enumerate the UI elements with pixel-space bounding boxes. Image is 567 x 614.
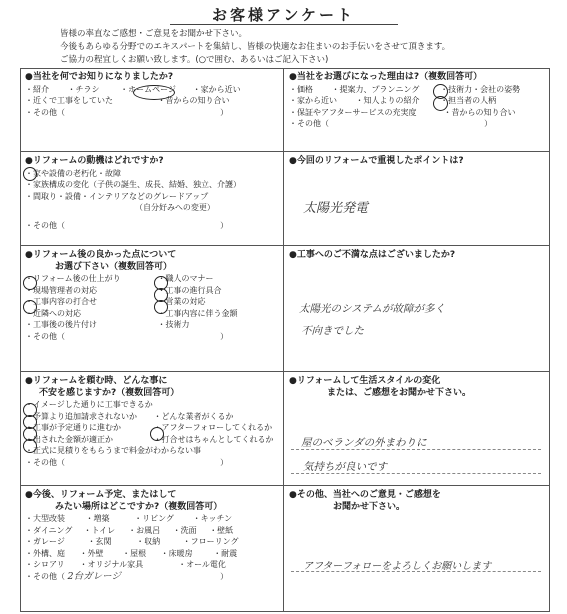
question-title: ●当社を何でお知りになりましたか? xyxy=(25,72,174,82)
question-title: ●リフォーム後の良かった点について xyxy=(25,250,177,260)
other-field[interactable] xyxy=(25,107,279,119)
option-technical[interactable]: ・技術力・会社の姿勢 xyxy=(440,84,521,94)
selection-circle xyxy=(23,276,37,290)
option-fair-price[interactable]: ・出された金額が適正か xyxy=(25,434,113,444)
option-image[interactable]: ・イメージした通りに工事できるか xyxy=(25,400,153,409)
option-washroom[interactable]: ・洗面 xyxy=(172,525,197,535)
option-row xyxy=(25,285,279,297)
question-subtitle: 不安を感じますか?（複数回答可） xyxy=(39,387,180,398)
question-subtitle: お選び下さい（複数回答可） xyxy=(55,261,173,272)
option-finish[interactable]: ・リフォーム後の仕上がり xyxy=(25,274,121,283)
other-close: ） xyxy=(220,457,229,467)
option-upgrade[interactable]: ・間取り・設備・インテリアなどのグレードアップ xyxy=(25,191,209,201)
option-living[interactable]: ・リビング xyxy=(134,514,174,523)
question-lifestyle-change xyxy=(289,376,547,399)
intro-line: 皆様の率直なご感想・ご意見をお聞かせ下さい。 xyxy=(60,29,248,39)
option-sales[interactable]: ・営業の対応 xyxy=(157,297,206,306)
option-after-follow[interactable]: ・アフターフォローしてくれるか xyxy=(153,423,273,432)
option-storage[interactable]: ・収納 xyxy=(136,537,161,546)
option-planning[interactable]: ・提案力、プランニング xyxy=(331,84,420,94)
other-field[interactable] xyxy=(289,118,547,130)
option-schedule[interactable]: ・工事が予定通りに進むか xyxy=(25,423,121,432)
option-aging[interactable]: ・家や設備の老朽化・故障 xyxy=(25,168,121,178)
question-future-plans xyxy=(25,490,279,582)
option-entrance[interactable]: ・玄関 xyxy=(87,537,112,546)
row-divider xyxy=(21,485,549,486)
option-old-acquaintance[interactable]: ・昔からの知り合い xyxy=(157,96,230,105)
option-meeting[interactable]: ・工事内容の打合せ xyxy=(25,297,97,306)
survey-title: お客様アンケート xyxy=(211,6,356,24)
question-title: ●今後、リフォーム予定、またはして xyxy=(25,490,177,500)
option-neighbors[interactable]: ・近隣への対応 xyxy=(25,308,81,318)
option-floor-heating[interactable]: ・床暖房 xyxy=(160,548,193,558)
other-close: ） xyxy=(220,571,229,581)
option-kitchen[interactable]: ・キッチン xyxy=(192,514,233,523)
option-flooring[interactable]: ・フローリング xyxy=(182,537,239,546)
option-row xyxy=(25,536,279,548)
handwritten-answer: 屋のベランダの外まわりに xyxy=(301,437,427,449)
option-all-electric[interactable]: ・オール電化 xyxy=(178,560,226,569)
question-opinions xyxy=(289,490,547,513)
option-row xyxy=(25,319,279,331)
other-answer: 2台ガレージ xyxy=(67,570,121,582)
option-near-home[interactable]: ・家から近い xyxy=(289,96,337,105)
row-divider xyxy=(21,371,549,372)
handwritten-answer: 気持ちが良いです xyxy=(303,461,387,473)
option-proper-meeting[interactable]: ・打合せはちゃんとしてくれるか xyxy=(153,434,274,444)
other-close: ） xyxy=(484,119,493,128)
option-row xyxy=(25,273,279,285)
option-craftsman-manner[interactable]: ・職人のマナー xyxy=(157,274,214,283)
option-progress[interactable]: ・工事の進行具合 xyxy=(157,285,222,295)
handwritten-answer: 不向きでした xyxy=(301,325,364,337)
question-title: ●リフォームの動機はどれですか? xyxy=(25,156,164,166)
handwritten-answer: 太陽光発電 xyxy=(303,201,369,216)
selection-circle xyxy=(23,300,37,314)
option-near-home[interactable]: ・家から近い xyxy=(192,84,241,94)
other-label: ・その他（ xyxy=(25,107,65,117)
option-outer-wall[interactable]: ・外壁 xyxy=(79,548,104,558)
question-good-points xyxy=(25,250,279,342)
other-field[interactable] xyxy=(25,457,279,469)
option-row xyxy=(25,296,279,308)
option-row xyxy=(25,548,279,560)
selection-circle xyxy=(433,96,448,111)
option-family-change[interactable]: ・家族構成の変化（子供の誕生、成長、結婚、独立、介護） xyxy=(25,180,241,189)
question-subtitle: または、ご感想をお聞かせ下さい。 xyxy=(327,387,472,398)
other-field[interactable] xyxy=(25,571,279,583)
option-bath[interactable]: ・お風呂 xyxy=(128,525,161,535)
question-title: ●当社をお選びになった理由は?（複数回答可） xyxy=(289,72,483,82)
option-row xyxy=(25,513,279,525)
selection-circle xyxy=(23,167,37,181)
title-underline xyxy=(170,24,398,25)
intro-text xyxy=(60,28,450,67)
other-label: ・その他（ xyxy=(25,571,65,581)
other-label: ・その他（ xyxy=(25,331,65,341)
option-wallpaper[interactable]: ・壁紙 xyxy=(209,525,234,535)
option-old-acquaintance[interactable]: ・昔からの知り合い xyxy=(443,107,516,117)
option-site-manager[interactable]: ・現場管理者の対応 xyxy=(25,285,97,295)
option-price[interactable]: ・価格 xyxy=(289,84,313,94)
option-row xyxy=(25,525,279,537)
option-row xyxy=(289,84,547,96)
handwritten-answer: 太陽光のシステムが故障が多く xyxy=(299,303,445,315)
intro-line: 今後もあらゆる分野でのエキスパートを集結し、皆様の快適なお住まいのお手伝いをさせて頂きます。 xyxy=(60,42,451,52)
question-reason-chosen xyxy=(289,72,547,130)
other-close: ） xyxy=(220,107,229,117)
option-introduction[interactable]: ・知人よりの紹介 xyxy=(355,96,420,105)
option-estimate[interactable]: ・正式に見積りをもらうまで料金がわからない事 xyxy=(25,446,201,455)
option-row xyxy=(289,107,547,119)
other-field[interactable] xyxy=(25,331,279,343)
intro-line: ご協力の程宜しくお願い致します。(○で囲む、あるいはご記入下さい) xyxy=(60,55,329,65)
option-row xyxy=(25,411,279,423)
option-upgrade-note: （自分好みへの変更） xyxy=(135,203,215,212)
option-toilet[interactable]: ・トイレ xyxy=(83,525,116,535)
question-motivation xyxy=(25,156,279,231)
answer-guide-line xyxy=(291,449,541,450)
row-divider xyxy=(21,151,549,152)
option-roof[interactable]: ・屋根 xyxy=(122,548,147,558)
question-priority-point xyxy=(289,156,547,168)
option-termite[interactable]: ・シロアリ xyxy=(25,560,65,569)
question-title: ●今回のリフォームで重視したポイントは? xyxy=(289,156,464,166)
answer-guide-line xyxy=(291,473,541,474)
option-row xyxy=(25,559,279,571)
other-close: ） xyxy=(220,331,229,341)
option-extra-charge[interactable]: ・予算より追加請求されないか xyxy=(25,411,137,421)
option-exterior[interactable]: ・外構、庭 xyxy=(25,548,65,558)
selection-circle xyxy=(154,300,168,314)
option-cleanup[interactable]: ・工事後の後片付け xyxy=(25,320,97,329)
selection-circle xyxy=(150,427,164,441)
option-garage[interactable]: ・ガレージ xyxy=(25,537,65,546)
question-title: ●リフォームして生活スタイルの変化 xyxy=(289,376,441,386)
other-field[interactable] xyxy=(25,220,279,232)
question-worries xyxy=(25,376,279,468)
option-cost[interactable]: ・工事内容に伴う金額 xyxy=(157,308,238,318)
option-dining[interactable]: ・ダイニング xyxy=(25,525,73,535)
option-homepage[interactable]: ・ホームページ xyxy=(120,84,176,94)
option-contractor[interactable]: ・どんな業者がくるか xyxy=(153,411,234,421)
other-label: ・その他（ xyxy=(25,220,65,230)
option-extension[interactable]: ・増築 xyxy=(85,514,110,523)
option-original-furniture[interactable]: ・オリジナル家具 xyxy=(79,560,144,569)
row-divider xyxy=(21,245,549,246)
option-after-service[interactable]: ・保証やアフターサービスの充実度 xyxy=(289,107,417,117)
other-close: ） xyxy=(220,220,229,230)
question-subtitle: みたい場所はどこですか?（複数回答可） xyxy=(55,501,223,512)
option-major-renovation[interactable]: ・大型改装 xyxy=(25,514,65,523)
question-title: ●リフォームを頼む時、どんな事に xyxy=(25,376,168,386)
option-row xyxy=(25,308,279,320)
option-referral[interactable]: ・紹介 xyxy=(25,84,49,94)
option-flyer[interactable]: ・チラシ xyxy=(67,84,100,94)
question-title: ●その他、当社へのご意見・ご感想を xyxy=(289,490,441,500)
other-label: ・その他（ xyxy=(289,119,329,128)
question-subtitle: お聞かせ下さい。 xyxy=(333,501,406,512)
selection-circle xyxy=(23,439,37,453)
option-earthquake[interactable]: ・耐震 xyxy=(213,548,238,558)
option-saw-construction[interactable]: ・近くで工事をしていた xyxy=(25,96,113,105)
option-row xyxy=(289,95,547,107)
other-label: ・その他（ xyxy=(25,457,65,467)
selection-circle xyxy=(133,85,175,100)
question-complaints xyxy=(289,250,547,262)
option-skill[interactable]: ・技術力 xyxy=(157,320,190,329)
handwritten-answer: アフターフォローをよろしくお願いします xyxy=(303,561,492,572)
option-staff-personality[interactable]: ・担当者の人柄 xyxy=(440,96,497,105)
answer-guide-line xyxy=(291,571,541,572)
question-grid xyxy=(20,68,550,612)
question-title: ●工事へのご不満な点はございましたか? xyxy=(289,250,456,260)
